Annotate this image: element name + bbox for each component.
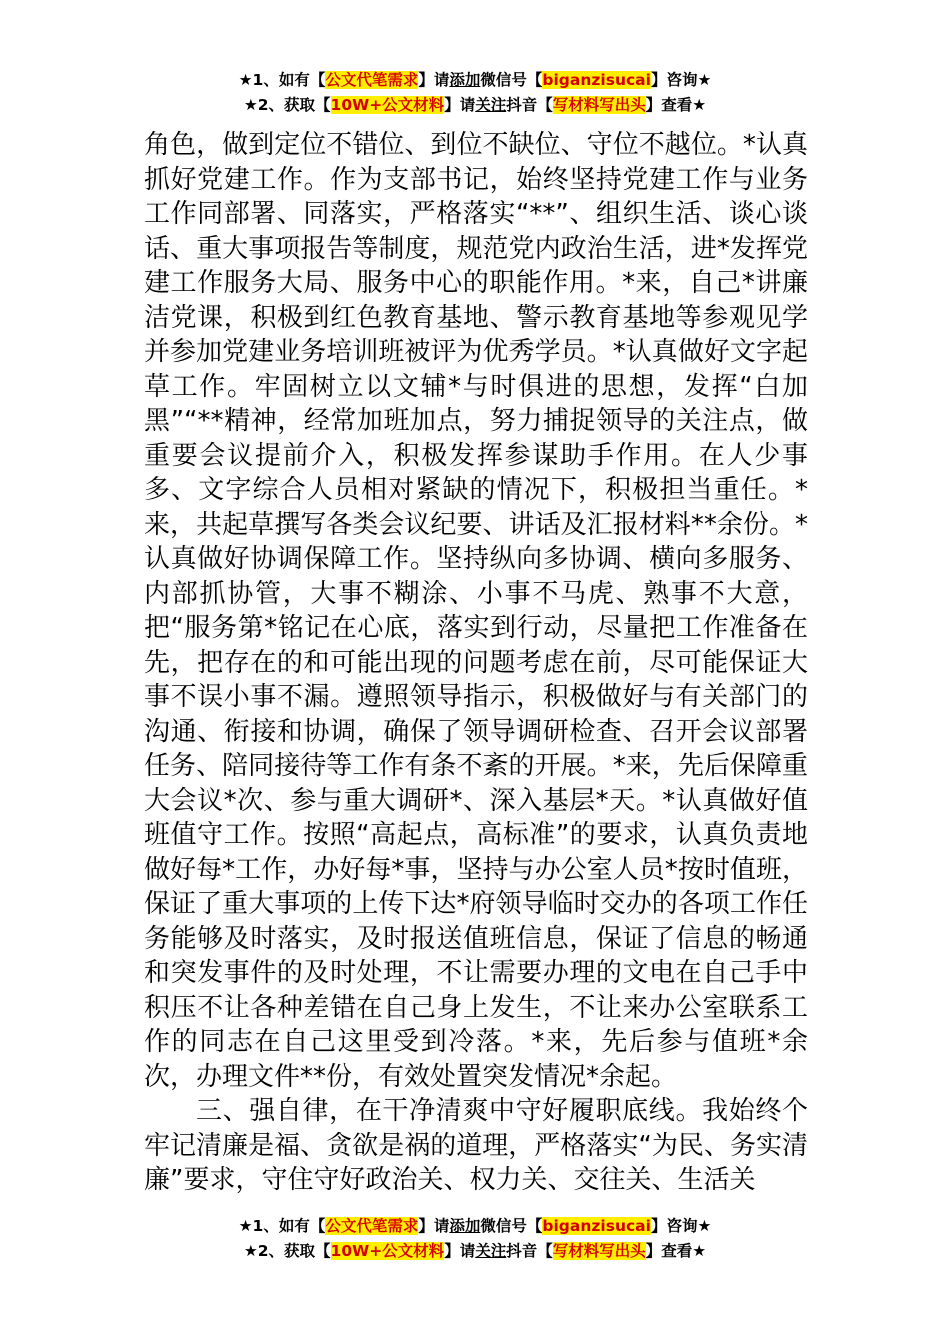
header-banner-line-2: ★2、获取【10W+公文材料】请关注抖音【写材料写出头】查看★ [243,96,707,114]
footer-banner [0,1214,950,1264]
footer-banner-line-1: ★1、如有【公文代笔需求】请添加微信号【biganzisucai】咨询★ [238,1217,712,1235]
paragraph-1: 角色，做到定位不错位、到位不缺位、守位不越位。*认真抓好党建工作。作为支部书记，始终坚持党建工作与业务工作同部署、同落实，严格落实“**”、组织生活、谈心谈话、重大事项报告等制度，规范党内政治生活，进*发挥党建工作服务大局、服务中心的职能作用。*来，自己*讲廉洁党课，积极到红色教育基地、警示教育基地等参观见学并参加党建业务培训班被评为优秀学员。*认真做好文字起草工作。牢固树立以文辅*与时俱进的思想，发挥“白加黑”“**精神，经常加班加点，努力捕捉领导的关注点，做重要会议提前介入，积极发挥参谋助手作用。在人少事多、文字综合人员相对紧缺的情况下，积极担当重任。*来，共起草撰写各类会议纪要、讲话及汇报材料**余份。*认真做好协调保障工作。坚持纵向多协调、横向多服务、内部抓协管，大事不糊涂、小事不马虎、熟事不大意，把“服务第*铭记在心底，落实到行动，尽量把工作准备在先，把存在的和可能出现的问题考虑在前，尽可能保证大事不误小事不漏。遵照领导指示，积极做好与有关部门的沟通、衔接和协调，确保了领导调研检查、召开会议部署任务、陪同接待等工作有条不紊的开展。*来，先后保障重大会议*次、参与重大调研*、深入基层*天。*认真做好值班值守工作。按照“高起点，高标准”的要求，认真负责地做好每*工作，办好每*事，坚持与办公室人员*按时值班，保证了重大事项的上传下达*府领导临时交办的各项工作任务能够及时落实，及时报送值班信息，保证了信息的畅通和突发事件的及时处理，不让需要办理的文电在自己手中积压不让各种差错在自己身上发生，不让来办公室联系工作的同志在自己这里受到冷落。*来，先后参与值班*余次，办理文件**份，有效处置突发情况*余起。 [144,130,808,1092]
paragraph-2: 三、强自律，在干净清爽中守好履职底线。我始终个牢记清廉是福、贪欲是祸的道理，严格落实“为民、务实清廉”要求，守住守好政治关、权力关、交往关、生活关 [144,1096,808,1195]
highlight-wechat-id: biganzisucai [542,1217,651,1235]
footer-banner-line-2: ★2、获取【10W+公文材料】请关注抖音【写材料写出头】查看★ [243,1242,707,1260]
highlight-materials: 10W+公文材料 [330,96,445,114]
highlight-service: 公文代笔需求 [325,1217,419,1235]
highlight-douyin-account: 写材料写出头 [552,1242,646,1260]
header-banner [0,68,950,118]
highlight-wechat-id: biganzisucai [542,71,651,89]
document-body [144,128,808,1198]
header-banner-line-1: ★1、如有【公文代笔需求】请添加微信号【biganzisucai】咨询★ [238,71,712,89]
highlight-douyin-account: 写材料写出头 [552,96,646,114]
highlight-materials: 10W+公文材料 [330,1242,445,1260]
highlight-service: 公文代笔需求 [325,71,419,89]
